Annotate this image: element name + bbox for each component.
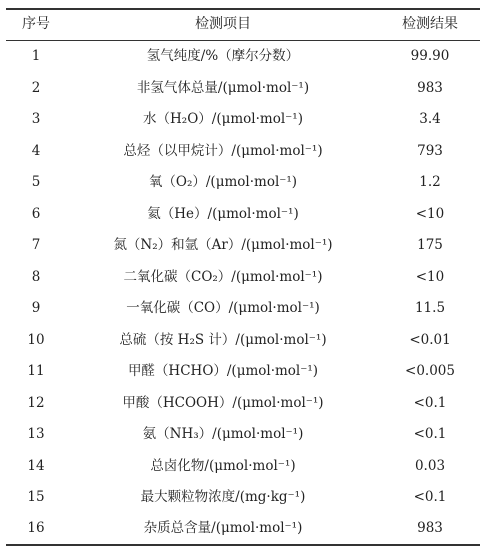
row-item: 总烃（以甲烷计）/(μmol·mol⁻¹) xyxy=(123,142,323,159)
row-result: <10 xyxy=(415,205,445,222)
row-item: 氦（He）/(μmol·mol⁻¹) xyxy=(147,205,299,222)
row-no: 2 xyxy=(31,79,41,96)
row-result: 793 xyxy=(417,142,443,159)
row-result: 983 xyxy=(417,520,443,536)
row-result: 0.03 xyxy=(414,457,446,474)
row-result: <10 xyxy=(415,268,445,285)
row-no: 14 xyxy=(27,457,45,474)
table-row xyxy=(6,167,480,199)
row-item: 甲醛（HCHO）/(μmol·mol⁻¹) xyxy=(127,363,319,379)
row-result: 983 xyxy=(417,79,443,96)
row-item: 最大颗粒物浓度/(mg·kg⁻¹) xyxy=(140,489,306,505)
table-row xyxy=(6,262,480,294)
table-header-row xyxy=(6,9,480,40)
row-item: 水（H₂O）/(μmol·mol⁻¹) xyxy=(143,111,303,127)
row-item: 一氧化碳（CO）/(μmol·mol⁻¹) xyxy=(126,300,320,316)
row-item: 氧（O₂）/(μmol·mol⁻¹) xyxy=(148,174,298,190)
table-row xyxy=(6,356,480,388)
row-no: 4 xyxy=(31,142,41,159)
row-result: 3.4 xyxy=(419,111,441,127)
row-result: <0.01 xyxy=(409,331,451,348)
row-item: 杂质总含量/(μmol·mol⁻¹) xyxy=(143,520,303,536)
row-no: 12 xyxy=(27,394,45,411)
header-result: 检测结果 xyxy=(402,16,458,32)
row-item: 总卤化物/(μmol·mol⁻¹) xyxy=(150,457,296,474)
table-row xyxy=(6,325,480,357)
table-row xyxy=(6,513,480,545)
row-no: 6 xyxy=(31,205,41,222)
row-no: 9 xyxy=(31,300,41,316)
row-no: 5 xyxy=(31,174,41,190)
row-no: 11 xyxy=(27,363,45,379)
table-row xyxy=(6,73,480,105)
row-result: 175 xyxy=(417,237,443,253)
table-bottom-rule xyxy=(6,544,480,546)
row-result: <0.1 xyxy=(413,426,447,442)
row-no: 1 xyxy=(31,48,41,64)
header-item: 检测项目 xyxy=(195,16,251,32)
row-result: 99.90 xyxy=(410,48,450,64)
row-result: <0.1 xyxy=(413,394,447,411)
row-item: 非氢气体总量/(μmol·mol⁻¹) xyxy=(136,79,310,96)
row-result: <0.1 xyxy=(413,489,447,505)
row-item: 氨（NH₃）/(μmol·mol⁻¹) xyxy=(142,426,304,442)
row-result: 11.5 xyxy=(414,300,446,316)
table-row xyxy=(6,136,480,168)
row-item: 氮（N₂）和氩（Ar）/(μmol·mol⁻¹) xyxy=(113,237,333,253)
row-no: 13 xyxy=(27,426,45,442)
row-no: 3 xyxy=(31,111,41,127)
table-row xyxy=(6,419,480,451)
row-no: 7 xyxy=(31,237,41,253)
table-row xyxy=(6,230,480,262)
table-row xyxy=(6,41,480,73)
row-no: 8 xyxy=(31,268,41,285)
table-row xyxy=(6,451,480,483)
row-no: 10 xyxy=(27,331,45,348)
row-item: 二氧化碳（CO₂）/(μmol·mol⁻¹) xyxy=(123,268,323,285)
table-row xyxy=(6,104,480,136)
row-no: 15 xyxy=(27,489,45,505)
row-item: 氢气纯度/%（摩尔分数） xyxy=(146,48,300,64)
header-no: 序号 xyxy=(22,16,50,32)
table-row xyxy=(6,199,480,231)
row-no: 16 xyxy=(27,520,45,536)
table-row xyxy=(6,482,480,514)
table-row xyxy=(6,293,480,325)
table-row xyxy=(6,388,480,420)
row-result: <0.005 xyxy=(405,363,455,379)
row-item: 甲酸（HCOOH）/(μmol·mol⁻¹) xyxy=(122,394,324,411)
row-result: 1.2 xyxy=(419,174,441,190)
row-item: 总硫（按 H₂S 计）/(μmol·mol⁻¹) xyxy=(119,331,327,348)
